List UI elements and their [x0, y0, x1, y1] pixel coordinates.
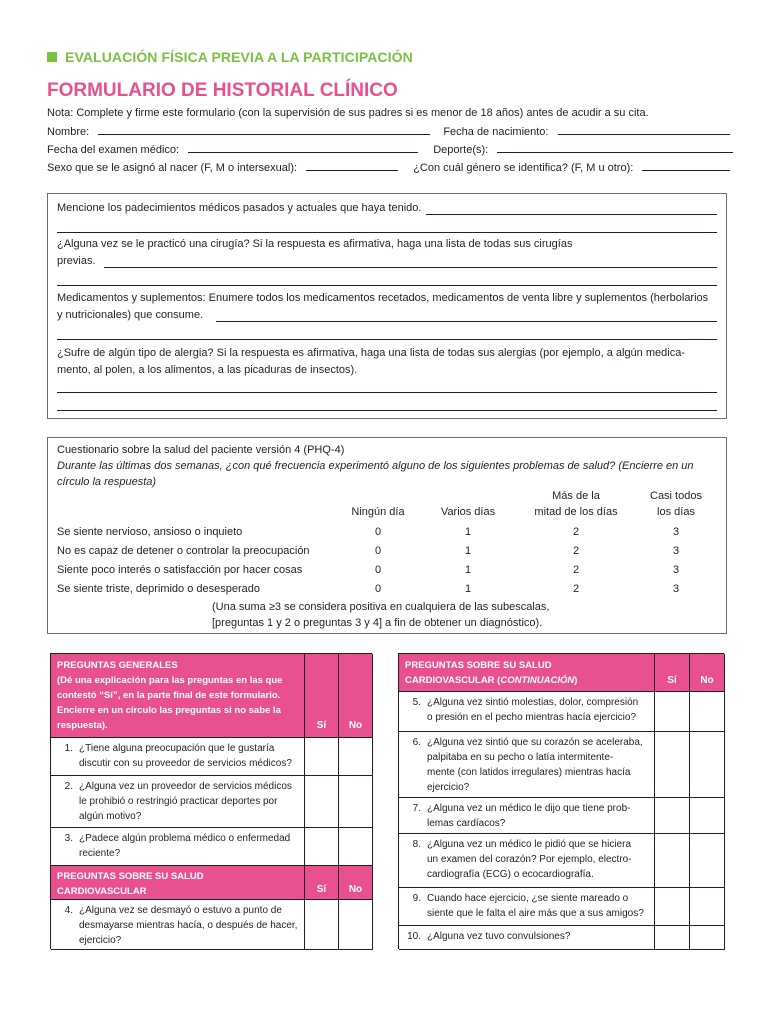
- general-yes-header: Sí: [305, 654, 339, 738]
- question-3-number: 3.: [64, 833, 73, 844]
- phq-row-1-opt-0[interactable]: 0: [374, 526, 382, 538]
- phq-row-1-opt-2[interactable]: 2: [572, 526, 580, 538]
- cardio-continued-table: [398, 653, 724, 949]
- section-title: EVALUACIÓN FÍSICA PREVIA A LA PARTICIPACIÓN: [65, 49, 413, 65]
- question-8-no[interactable]: [690, 834, 725, 888]
- question-1: [51, 738, 305, 776]
- phq4-instruction-1: Durante las últimas dos semanas, ¿con qué frecuencia experimentó alguno de los siguientes problemas de salud? (Encierre en un: [57, 460, 694, 472]
- phq-row-4-opt-3[interactable]: 3: [672, 583, 680, 595]
- gender-field[interactable]: [642, 161, 730, 171]
- allergy-field-2[interactable]: [57, 410, 717, 411]
- question-5-line-2: o presión en el pecho mientras hacía ejercicio?: [427, 712, 637, 723]
- phq-footnote-2: [preguntas 1 y 2 o preguntas 3 y 4] a fin de obtener un diagnóstico).: [212, 617, 543, 629]
- question-4-number: 4.: [64, 905, 73, 916]
- question-7: [399, 798, 655, 834]
- medical-history-box: [47, 193, 727, 419]
- question-7-no[interactable]: [690, 798, 725, 834]
- question-8-line-2: un examen del corazón? Por ejemplo, electro-: [427, 854, 632, 865]
- phq4-title: Cuestionario sobre la salud del paciente versión 4 (PHQ-4): [57, 444, 345, 456]
- allergy-prompt-2: mento, al polen, a los alimentos, a las picaduras de insectos).: [57, 364, 358, 376]
- intro-note: Nota: Complete y firme este formulario (con la supervisión de sus padres si es menor de 18 años) antes de acudir a su cita.: [47, 107, 649, 119]
- phq-row-2-label: No es capaz de detener o controlar la preocupación: [57, 545, 310, 557]
- phq-row-1-opt-3[interactable]: 3: [672, 526, 680, 538]
- general-questions-table: [50, 653, 372, 949]
- cardio-cont-yes-header: Sí: [655, 654, 690, 692]
- question-9: [399, 888, 655, 926]
- general-header-line-4: Encierre en un círculo las preguntas si no sabe la: [57, 705, 281, 716]
- form-title: FORMULARIO DE HISTORIAL CLÍNICO: [47, 80, 398, 101]
- question-1-no[interactable]: [339, 738, 373, 776]
- question-8-yes[interactable]: [655, 834, 690, 888]
- question-10-no[interactable]: [690, 926, 725, 950]
- question-2-number: 2.: [64, 781, 73, 792]
- general-header: [51, 654, 305, 738]
- surgery-field-1[interactable]: [104, 267, 717, 268]
- question-4-line-3: ejercicio?: [79, 935, 122, 946]
- name-field[interactable]: [98, 125, 430, 135]
- cardio-cont-no-header: No: [690, 654, 725, 692]
- col-header-more-half-2: mitad de los días: [534, 506, 618, 518]
- question-10-line-1: ¿Alguna vez tuvo convulsiones?: [427, 931, 571, 942]
- question-2-line-3: algún motivo?: [79, 811, 142, 822]
- phq-footnote-1: (Una suma ≥3 se considera positiva en cualquiera de las subescalas,: [212, 601, 550, 613]
- cardio-no-header: No: [339, 866, 373, 900]
- question-3-line-1: ¿Padece algún problema médico o enfermedad: [79, 833, 291, 844]
- col-header-more-half-1: Más de la: [552, 490, 600, 502]
- question-9-line-2: siente que le falta el aire más que a sus amigos?: [427, 908, 644, 919]
- general-no-header: No: [339, 654, 373, 738]
- sex-field[interactable]: [306, 161, 398, 171]
- dob-field[interactable]: [558, 125, 730, 135]
- col-header-several: Varios días: [440, 506, 496, 518]
- question-6-yes[interactable]: [655, 732, 690, 798]
- question-1-yes[interactable]: [305, 738, 339, 776]
- name-label: Nombre:: [47, 126, 90, 138]
- question-3-no[interactable]: [339, 828, 373, 866]
- section-header: [47, 49, 413, 65]
- phq-row-2-opt-2[interactable]: 2: [572, 545, 580, 557]
- phq-row-1-label: Se siente nervioso, ansioso o inquieto: [57, 526, 243, 538]
- phq-row-4-label: Se siente triste, deprimido o desesperado: [57, 583, 261, 595]
- question-1-number: 1.: [64, 743, 73, 754]
- question-9-line-1: Cuando hace ejercicio, ¿se siente mareado o: [427, 893, 629, 904]
- meds-prompt-1: Medicamentos y suplementos: Enumere todos los medicamentos recetados, medicamentos de venta libre y suplementos (herbolarios: [57, 292, 709, 304]
- name-row: [47, 125, 727, 138]
- phq-row-1-opt-1[interactable]: 1: [464, 526, 472, 538]
- question-4-line-1: ¿Alguna vez se desmayó o estuvo a punto de: [79, 905, 282, 916]
- phq-row-3-opt-3[interactable]: 3: [672, 564, 680, 576]
- question-3-yes[interactable]: [305, 828, 339, 866]
- col-header-nearly-1: Casi todos: [650, 490, 702, 502]
- green-square-icon: [47, 52, 57, 62]
- cardio-cont-header-prefix: CARDIOVASCULAR (: [405, 675, 501, 686]
- question-4-no[interactable]: [339, 900, 373, 950]
- question-9-no[interactable]: [690, 888, 725, 926]
- question-3-line-2: reciente?: [79, 848, 121, 859]
- meds-field-1[interactable]: [216, 321, 717, 322]
- sports-field[interactable]: [497, 143, 733, 153]
- phq-row-3-opt-2[interactable]: 2: [572, 564, 580, 576]
- col-header-none: Ningún día: [351, 506, 405, 518]
- phq-row-2-opt-3[interactable]: 3: [672, 545, 680, 557]
- cardio-yes-header: Sí: [305, 866, 339, 900]
- question-5-line-1: ¿Alguna vez sintió molestias, dolor, compresión: [427, 697, 639, 708]
- phq-row-3-opt-0[interactable]: 0: [374, 564, 382, 576]
- exam-row: [47, 143, 727, 156]
- general-header-line-5: respuesta).: [57, 720, 108, 731]
- cardio-header-line-1: PREGUNTAS SOBRE SU SALUD: [57, 871, 204, 882]
- question-7-number: 7.: [412, 803, 421, 814]
- question-3: [51, 828, 305, 866]
- question-8-number: 8.: [412, 839, 421, 850]
- question-7-line-2: lemas cardíacos?: [427, 818, 506, 829]
- question-6-line-3: mente (con latidos irregulares) mientras hacía: [427, 767, 631, 778]
- question-6: [399, 732, 655, 798]
- allergy-field-1[interactable]: [57, 392, 717, 393]
- general-header-line-2: (Dé una explicación para las preguntas en las que: [57, 675, 283, 686]
- question-2: [51, 776, 305, 828]
- phq-row-4-opt-0[interactable]: 0: [374, 583, 382, 595]
- sex-label: Sexo que se le asignó al nacer (F, M o intersexual):: [47, 162, 298, 174]
- cardio-cont-header-continuation: CONTINUACIÓN: [500, 675, 575, 686]
- general-header-line-3: contestó “Sí”, en la parte final de este formulario.: [57, 690, 281, 701]
- question-5-yes[interactable]: [655, 692, 690, 732]
- sex-row: [47, 161, 727, 174]
- phq4-instruction-2: círculo la respuesta): [57, 476, 157, 488]
- question-1-line-2: discutir con su proveedor de servicios médicos?: [79, 758, 292, 769]
- conditions-field-2[interactable]: [57, 232, 717, 233]
- cardio-cont-header-suffix: ): [574, 675, 578, 686]
- question-5-number: 5.: [412, 697, 421, 708]
- question-1-line-1: ¿Tiene alguna preocupación que le gustaría: [79, 743, 275, 754]
- question-4-yes[interactable]: [305, 900, 339, 950]
- question-8-line-3: cardiografía (ECG) o ecocardiografía.: [427, 869, 594, 880]
- allergy-prompt-1: ¿Sufre de algún tipo de alergia? Si la respuesta es afirmativa, haga una lista de todas sus alergias (por ejemplo, a algún medica-: [57, 347, 685, 359]
- question-7-line-1: ¿Alguna vez un médico le dijo que tiene prob-: [427, 803, 631, 814]
- question-6-number: 6.: [412, 737, 421, 748]
- phq-row-3-opt-1[interactable]: 1: [464, 564, 472, 576]
- phq-row-4-opt-2[interactable]: 2: [572, 583, 580, 595]
- phq-row-3-label: Siente poco interés o satisfacción por hacer cosas: [57, 564, 303, 576]
- question-10-number: 10.: [407, 931, 421, 942]
- col-header-nearly-2: los días: [657, 506, 695, 518]
- cardio-header-line-2: CARDIOVASCULAR: [57, 886, 147, 897]
- question-2-line-2: le prohibió o restringió practicar deportes por: [79, 796, 278, 807]
- meds-prompt-2: y nutricionales) que consume.: [57, 309, 204, 321]
- question-5-no[interactable]: [690, 692, 725, 732]
- general-header-line-1: PREGUNTAS GENERALES: [57, 660, 178, 671]
- gender-label: ¿Con cuál género se identifica? (F, M u otro):: [413, 162, 634, 174]
- question-8-line-1: ¿Alguna vez un médico le pidió que se hiciera: [427, 839, 632, 850]
- surgery-prompt-2: previas.: [57, 255, 96, 267]
- cardio-cont-header: [399, 654, 655, 692]
- exam-date-label: Fecha del examen médico:: [47, 144, 180, 156]
- question-4: [51, 900, 305, 950]
- cardio-cont-header-line-1: PREGUNTAS SOBRE SU SALUD: [405, 660, 552, 671]
- question-2-yes[interactable]: [305, 776, 339, 828]
- phq4-box: [47, 437, 727, 634]
- question-10-yes[interactable]: [655, 926, 690, 950]
- question-5: [399, 692, 655, 732]
- sports-label: Deporte(s):: [433, 144, 489, 156]
- question-10: [399, 926, 655, 950]
- phq-row-2-opt-1[interactable]: 1: [464, 545, 472, 557]
- conditions-field-1[interactable]: [426, 214, 717, 215]
- question-2-no[interactable]: [339, 776, 373, 828]
- surgery-field-2[interactable]: [57, 285, 717, 286]
- dob-label: Fecha de nacimiento:: [443, 126, 549, 138]
- question-2-line-1: ¿Alguna vez un proveedor de servicios médicos: [79, 781, 292, 792]
- question-9-yes[interactable]: [655, 888, 690, 926]
- exam-date-field[interactable]: [188, 143, 418, 153]
- question-8: [399, 834, 655, 888]
- conditions-prompt: Mencione los padecimientos médicos pasados y actuales que haya tenido.: [57, 202, 422, 214]
- question-6-line-4: ejercicio?: [427, 782, 470, 793]
- question-7-yes[interactable]: [655, 798, 690, 834]
- meds-field-2[interactable]: [57, 339, 717, 340]
- question-6-no[interactable]: [690, 732, 725, 798]
- phq-row-2-opt-0[interactable]: 0: [374, 545, 382, 557]
- surgery-prompt-1: ¿Alguna vez se le practicó una cirugía? Si la respuesta es afirmativa, haga una lista de todas sus cirugías: [57, 238, 573, 250]
- question-6-line-2: palpitaba en su pecho o latía intermitente-: [427, 752, 614, 763]
- cardio-header: [51, 866, 305, 900]
- cardio-cont-header-line-2: [405, 673, 648, 688]
- phq-row-4-opt-1[interactable]: 1: [464, 583, 472, 595]
- question-9-number: 9.: [412, 893, 421, 904]
- question-6-line-1: ¿Alguna vez sintió que su corazón se aceleraba,: [427, 737, 643, 748]
- question-4-line-2: desmayarse mientras hacía, o después de hacer,: [79, 920, 298, 931]
